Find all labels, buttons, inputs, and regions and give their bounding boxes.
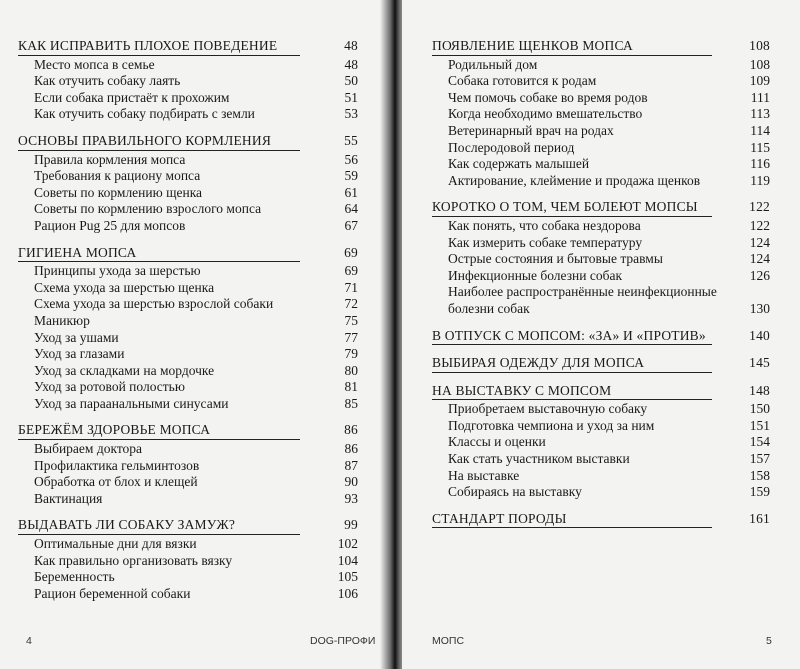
toc-chapter: [18, 422, 358, 439]
toc-chapter: [432, 355, 770, 372]
entry-title: Советы по кормлению щенка: [34, 184, 203, 200]
entry-page-number: 77: [344, 329, 358, 345]
entry-title: Чем помочь собаке во время родов: [448, 89, 648, 105]
entry-page-number: 67: [344, 217, 358, 233]
chapter-page-number: 69: [344, 244, 358, 260]
toc-chapter: [432, 328, 770, 345]
toc-chapter: [18, 245, 358, 262]
entry-page-number: 72: [344, 296, 358, 312]
toc-entry: [18, 569, 358, 586]
toc-entry: [432, 90, 770, 107]
entry-title: Маникюр: [34, 312, 90, 328]
toc-entry: [432, 268, 770, 285]
entry-title: Схема ухода за шерстью щенка: [34, 279, 215, 295]
entry-page-number: 124: [749, 234, 770, 250]
entry-page-number: 122: [749, 217, 770, 233]
toc-entry: [18, 280, 358, 297]
entry-page-number: 85: [344, 395, 358, 411]
chapter-page-number: 55: [344, 132, 358, 148]
entry-title: Требования к рациону мопса: [34, 168, 201, 184]
toc-entry: [18, 491, 358, 508]
chapter-title: ПОЯВЛЕНИЕ ЩЕНКОВ МОПСА: [432, 38, 633, 53]
toc-section: [432, 511, 770, 529]
table-of-contents-left: [18, 38, 358, 612]
entry-page-number: 119: [750, 172, 770, 188]
table-of-contents-right: [432, 38, 770, 538]
entry-title: Уход за ушами: [34, 329, 119, 345]
chapter-page-number: 99: [344, 517, 358, 533]
toc-entry: [18, 218, 358, 235]
toc-chapter: [432, 511, 770, 528]
toc-entry: [432, 106, 770, 123]
chapter-underline: [432, 399, 712, 400]
entry-title: Уход за глазами: [34, 346, 125, 362]
entry-page-number: 130: [749, 300, 770, 316]
chapter-title: БЕРЕЖЁМ ЗДОРОВЬЕ МОПСА: [18, 422, 211, 438]
chapter-title: ГИГИЕНА МОПСА: [18, 244, 137, 260]
toc-entry: [432, 434, 770, 451]
entry-title: Вактинация: [34, 490, 103, 506]
toc-entry: [18, 201, 358, 218]
entry-title: Место мопса в семье: [34, 56, 155, 72]
toc-chapter: [18, 517, 358, 534]
entry-page-number: 157: [749, 451, 770, 467]
toc-chapter: [432, 383, 770, 400]
chapter-title: СТАНДАРТ ПОРОДЫ: [432, 510, 567, 526]
chapter-underline: [432, 372, 712, 373]
entry-page-number: 87: [344, 457, 358, 473]
entry-title: Правила кормления мопса: [34, 151, 186, 167]
toc-entry: [18, 458, 358, 475]
toc-section: [432, 38, 770, 189]
entry-title: Собираясь на выставку: [448, 484, 582, 500]
page-number-right: 5: [766, 635, 772, 647]
entry-title: Когда необходимо вмешательство: [448, 106, 643, 122]
entry-title: Профилактика гельминтозов: [34, 457, 200, 473]
entry-page-number: 151: [749, 417, 770, 433]
chapter-title: ВЫБИРАЯ ОДЕЖДУ ДЛЯ МОПСА: [432, 355, 645, 371]
entry-page-number: 93: [344, 490, 358, 506]
entry-title: Оптимальные дни для вязки: [34, 536, 197, 552]
entry-page-number: 111: [750, 89, 770, 105]
entry-page-number: 114: [750, 122, 770, 138]
toc-entry: [18, 106, 358, 123]
entry-title: Беременность: [34, 569, 115, 585]
toc-entry: [18, 330, 358, 347]
entry-title: Подготовка чемпиона и уход за ним: [448, 417, 655, 433]
entry-page-number: 158: [749, 467, 770, 483]
page-number-left: 4: [26, 635, 32, 647]
left-page: [0, 0, 392, 669]
toc-entry: [18, 586, 358, 603]
chapter-underline: [432, 344, 712, 345]
toc-section: [18, 38, 358, 123]
toc-section: [432, 199, 770, 317]
toc-entry: [432, 251, 770, 268]
toc-section: [432, 383, 770, 501]
entry-title: Инфекционные болезни собак: [448, 267, 623, 283]
entry-title: Как отучить собаку лаять: [34, 73, 181, 89]
entry-page-number: 159: [749, 484, 770, 500]
entry-page-number: 50: [344, 73, 358, 89]
chapter-underline: [432, 527, 712, 528]
entry-page-number: 61: [344, 184, 358, 200]
entry-title: Как отучить собаку подбирать с земли: [34, 106, 255, 122]
toc-entry: [432, 218, 770, 235]
entry-title: Острые состояния и бытовые травмы: [448, 251, 663, 267]
entry-title: Обработка от блох и клещей: [34, 474, 198, 490]
entry-page-number: 51: [344, 89, 358, 105]
entry-page-number: 71: [344, 279, 358, 295]
entry-page-number: 48: [344, 56, 358, 72]
toc-entry: [432, 235, 770, 252]
toc-entry: [432, 484, 770, 501]
toc-chapter: [432, 199, 770, 216]
entry-page-number: 154: [749, 434, 770, 450]
chapter-underline: [18, 261, 300, 262]
chapter-page-number: 161: [749, 510, 770, 526]
toc-chapter: [432, 38, 770, 55]
entry-title: Рацион беременной собаки: [34, 585, 191, 601]
toc-entry: [18, 363, 358, 380]
entry-page-number: 86: [344, 441, 358, 457]
toc-entry: [18, 396, 358, 413]
toc-entry: [18, 57, 358, 74]
chapter-page-number: 122: [749, 199, 770, 215]
entry-page-number: 53: [344, 106, 358, 122]
toc-entry: [432, 401, 770, 418]
chapter-page-number: 145: [749, 355, 770, 371]
toc-entry: [432, 57, 770, 74]
entry-page-number: 104: [337, 552, 358, 568]
entry-page-number: 113: [750, 106, 770, 122]
entry-title: Выбираем доктора: [34, 441, 143, 457]
entry-title: Как содержать малышей: [448, 156, 590, 172]
toc-entry: [18, 90, 358, 107]
entry-page-number: 124: [749, 251, 770, 267]
entry-title: Как правильно организовать вязку: [34, 552, 233, 568]
toc-section: [18, 245, 358, 413]
chapter-page-number: 108: [749, 38, 770, 53]
chapter-page-number: 86: [344, 422, 358, 438]
toc-entry: [432, 123, 770, 140]
entry-page-number: 106: [337, 585, 358, 601]
chapter-title: КАК ИСПРАВИТЬ ПЛОХОЕ ПОВЕДЕНИЕ: [18, 38, 278, 53]
toc-section: [18, 422, 358, 507]
entry-page-number: 75: [344, 312, 358, 328]
toc-entry: [432, 140, 770, 157]
toc-entry: [432, 451, 770, 468]
chapter-page-number: 140: [749, 327, 770, 343]
chapter-page-number: 48: [344, 38, 358, 53]
toc-entry: [18, 296, 358, 313]
entry-title: Наиболее распространённые неинфекционные болезни собак: [448, 284, 717, 316]
entry-title: Принципы ухода за шерстью: [34, 263, 201, 279]
toc-section: [432, 355, 770, 373]
entry-page-number: 115: [750, 139, 770, 155]
entry-title: Родильный дом: [448, 56, 538, 72]
toc-entry: [18, 263, 358, 280]
running-head-right: МОПС: [432, 635, 465, 647]
entry-title: Как понять, что собака нездорова: [448, 217, 641, 233]
toc-entry: [432, 173, 770, 190]
chapter-underline: [18, 439, 300, 440]
toc-entry: [18, 313, 358, 330]
entry-page-number: 90: [344, 474, 358, 490]
toc-entry: [432, 468, 770, 485]
entry-title: Ветеринарный врач на родах: [448, 122, 614, 138]
entry-page-number: 69: [344, 263, 358, 279]
chapter-title: ОСНОВЫ ПРАВИЛЬНОГО КОРМЛЕНИЯ: [18, 132, 272, 148]
chapter-title: НА ВЫСТАВКУ С МОПСОМ: [432, 382, 612, 398]
entry-title: Приобретаем выставочную собаку: [448, 401, 648, 417]
toc-section: [432, 328, 770, 346]
entry-title: Рацион Pug 25 для мопсов: [34, 217, 186, 233]
entry-page-number: 81: [344, 379, 358, 395]
toc-entry: [18, 346, 358, 363]
entry-page-number: 116: [750, 156, 770, 172]
entry-title: Классы и оценки: [448, 434, 546, 450]
toc-entry: [18, 152, 358, 169]
toc-entry: [18, 536, 358, 553]
entry-page-number: 126: [749, 267, 770, 283]
entry-page-number: 109: [749, 73, 770, 89]
entry-title: На выставке: [448, 467, 520, 483]
chapter-underline: [18, 55, 300, 56]
entry-page-number: 102: [337, 536, 358, 552]
entry-page-number: 80: [344, 362, 358, 378]
entry-title: Как измерить собаке температуру: [448, 234, 643, 250]
toc-entry: [18, 379, 358, 396]
entry-page-number: 108: [749, 56, 770, 72]
toc-section: [18, 133, 358, 235]
chapter-underline: [432, 55, 712, 56]
entry-title: Советы по кормлению взрослого мопса: [34, 201, 262, 217]
toc-entry: [18, 185, 358, 202]
entry-page-number: 105: [337, 569, 358, 585]
entry-title: Схема ухода за шерстью взрослой собаки: [34, 296, 274, 312]
chapter-title: В ОТПУСК С МОПСОМ: «ЗА» И «ПРОТИВ»: [432, 327, 706, 343]
chapter-underline: [18, 150, 300, 151]
toc-entry: [18, 441, 358, 458]
toc-entry: [432, 156, 770, 173]
toc-entry: [18, 474, 358, 491]
toc-entry: [18, 553, 358, 570]
entry-title: Послеродовой период: [448, 139, 575, 155]
entry-title: Если собака пристаёт к прохожим: [34, 89, 230, 105]
entry-title: Собака готовится к родам: [448, 73, 597, 89]
toc-entry: [432, 73, 770, 90]
entry-title: Уход за ротовой полостью: [34, 379, 185, 395]
right-page: [402, 0, 800, 669]
entry-page-number: 150: [749, 401, 770, 417]
toc-chapter: [18, 133, 358, 150]
entry-page-number: 59: [344, 168, 358, 184]
entry-page-number: 64: [344, 201, 358, 217]
toc-section: [18, 517, 358, 602]
toc-entry: [18, 168, 358, 185]
running-head-left: DOG-ПРОФИ: [310, 635, 376, 647]
entry-title: Как стать участником выставки: [448, 451, 630, 467]
toc-entry: [432, 418, 770, 435]
toc-chapter: [18, 38, 358, 55]
chapter-title: ВЫДАВАТЬ ЛИ СОБАКУ ЗАМУЖ?: [18, 517, 236, 533]
entry-title: Уход за параанальными синусами: [34, 395, 229, 411]
chapter-underline: [432, 216, 712, 217]
chapter-page-number: 148: [749, 382, 770, 398]
toc-entry: [432, 284, 770, 317]
chapter-underline: [18, 534, 300, 535]
entry-page-number: 56: [344, 151, 358, 167]
entry-page-number: 79: [344, 346, 358, 362]
chapter-title: КОРОТКО О ТОМ, ЧЕМ БОЛЕЮТ МОПСЫ: [432, 199, 698, 215]
toc-entry: [18, 73, 358, 90]
entry-title: Уход за складками на мордочке: [34, 362, 215, 378]
entry-title: Актирование, клеймение и продажа щенков: [448, 172, 701, 188]
